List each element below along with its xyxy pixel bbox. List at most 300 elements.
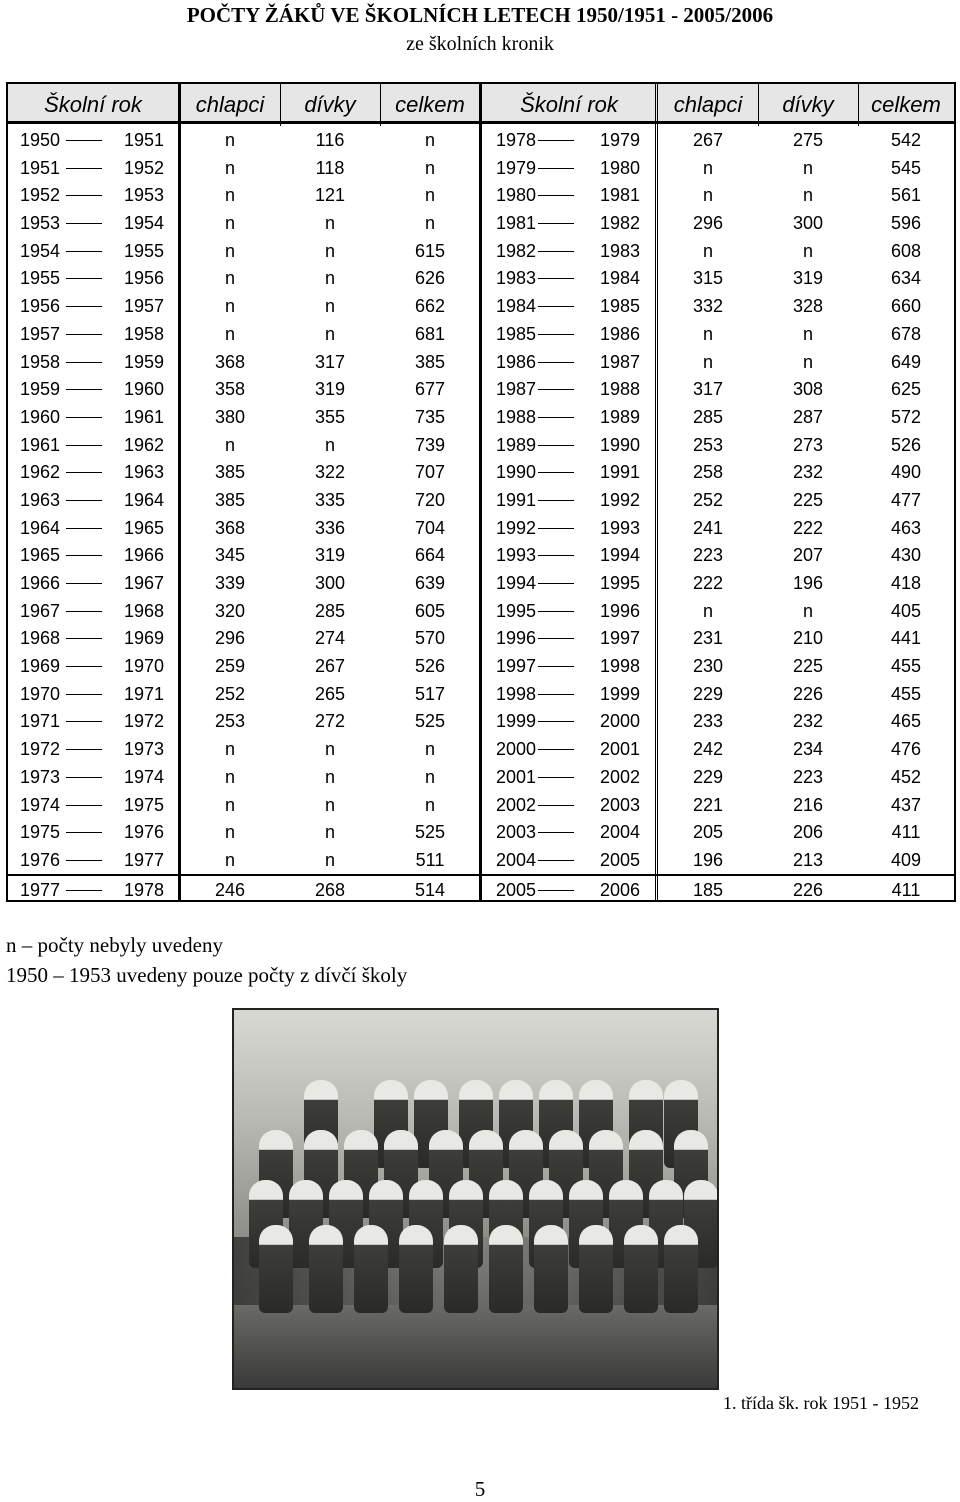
table-row: [8, 348, 954, 376]
cell-year-start-right: 1982: [496, 240, 537, 261]
year-dash-left: [66, 638, 102, 639]
cell-year-end-right: 2005: [599, 849, 640, 870]
table-row: [8, 181, 954, 209]
cell-total-right: 411: [891, 879, 921, 900]
cell-boys-left: 252: [214, 683, 246, 704]
cell-boys-left: 385: [214, 489, 246, 510]
cell-girls-right: 273: [792, 434, 824, 455]
cell-year-start-left: 1961: [20, 434, 61, 455]
cell-year-start-right: 1992: [496, 517, 537, 538]
cell-total-right: 452: [890, 766, 922, 787]
table-row: [8, 707, 954, 735]
cell-boys-right: n: [702, 240, 713, 261]
cell-year-end-right: 2000: [599, 711, 640, 732]
cell-year-start-right: 2004: [496, 849, 537, 870]
cell-year-start-right: 2002: [496, 794, 537, 815]
cell-year-end-left: 1953: [123, 185, 164, 206]
year-dash-right: [538, 195, 574, 196]
divider-girls-total-left: [380, 84, 381, 126]
year-dash-right: [538, 389, 574, 390]
cell-year-start-left: 1965: [20, 545, 61, 566]
year-dash-right: [538, 860, 574, 861]
cell-year-end-right: 2001: [599, 739, 640, 760]
cell-girls-right: 213: [792, 849, 824, 870]
table-row: [8, 209, 954, 237]
cell-year-end-right: 1991: [599, 462, 640, 483]
cell-year-end-right: 1997: [599, 628, 640, 649]
year-dash-left: [66, 583, 102, 584]
header-school-year-right: Školní rok: [520, 92, 618, 117]
year-dash-right: [538, 500, 574, 501]
divider-girls-total-right: [858, 84, 859, 126]
cell-year-start-right: 1981: [496, 213, 537, 234]
cell-girls-right: 223: [792, 766, 824, 787]
cell-total-left: 707: [414, 462, 446, 483]
cell-boys-left: 339: [214, 573, 246, 593]
cell-total-right: 526: [890, 434, 922, 455]
cell-year-start-left: 1958: [20, 351, 61, 372]
cell-year-end-right: 1989: [599, 406, 640, 427]
cell-year-end-right: 2004: [599, 822, 640, 843]
cell-year-end-right: 1984: [599, 268, 640, 289]
cell-year-start-left: 1966: [20, 573, 61, 593]
cell-total-left: n: [424, 213, 435, 234]
year-dash-left: [66, 334, 102, 335]
table-row: [8, 237, 954, 265]
cell-total-left: n: [424, 185, 435, 206]
cell-boys-right: n: [702, 185, 713, 206]
header-total-right: celkem: [871, 92, 941, 117]
cell-boys-left: n: [224, 130, 235, 150]
cell-boys-right: 233: [692, 711, 724, 732]
cell-year-end-left: 1968: [123, 600, 164, 621]
cell-boys-left: 368: [214, 517, 246, 538]
cell-girls-right: 207: [792, 545, 824, 566]
cell-year-start-right: 1993: [496, 545, 537, 566]
cell-year-end-left: 1973: [123, 739, 164, 760]
cell-girls-right: 234: [792, 739, 824, 760]
child-figure: [664, 1225, 698, 1313]
cell-year-start-left: 1953: [20, 213, 61, 234]
year-dash-left: [66, 362, 102, 363]
cell-total-left: 511: [415, 849, 445, 870]
cell-total-left: 735: [414, 406, 446, 427]
cell-year-start-right: 1987: [496, 379, 537, 400]
cell-year-end-right: 1979: [599, 130, 640, 150]
year-dash-right: [538, 472, 574, 473]
cell-girls-right: 225: [792, 656, 824, 677]
cell-year-start-left: 1973: [20, 766, 61, 787]
table-row: [8, 154, 954, 182]
cell-girls-right: n: [802, 240, 813, 261]
header-boys-left: chlapci: [195, 92, 265, 117]
cell-year-start-left: 1963: [20, 489, 61, 510]
child-figure: [354, 1225, 388, 1313]
page-subtitle: ze školních kronik: [406, 33, 554, 55]
cell-year-start-left: 1976: [20, 849, 61, 870]
cell-total-left: n: [424, 130, 435, 150]
cell-girls-right: 287: [792, 406, 824, 427]
cell-girls-left: n: [324, 296, 335, 317]
year-dash-right: [538, 223, 574, 224]
year-dash-left: [66, 223, 102, 224]
year-dash-right: [538, 445, 574, 446]
cell-girls-right: n: [802, 351, 813, 372]
cell-girls-right: n: [802, 185, 813, 206]
pupil-count-table: [6, 82, 956, 902]
class-photo: [232, 1008, 719, 1390]
cell-year-end-right: 1996: [599, 600, 640, 621]
cell-year-start-left: 1968: [20, 628, 61, 649]
cell-year-start-left: 1954: [20, 240, 61, 261]
cell-year-end-left: 1970: [123, 656, 164, 677]
cell-girls-left: 336: [314, 517, 346, 538]
cell-year-start-left: 1957: [20, 323, 61, 344]
cell-girls-left: 355: [314, 406, 346, 427]
cell-girls-right: 222: [792, 517, 824, 538]
cell-boys-right: 332: [692, 296, 724, 317]
photo-ground: [234, 1305, 717, 1388]
year-dash-left: [66, 278, 102, 279]
cell-girls-left: 267: [314, 656, 346, 677]
cell-boys-left: n: [224, 849, 235, 870]
year-dash-right: [538, 638, 574, 639]
cell-total-right: 490: [890, 462, 922, 483]
table-row: [8, 763, 954, 791]
cell-year-start-left: 1967: [20, 600, 61, 621]
cell-year-end-left: 1959: [123, 351, 164, 372]
cell-girls-left: 300: [314, 573, 346, 593]
cell-total-right: 678: [890, 323, 922, 344]
year-dash-right: [538, 611, 574, 612]
cell-boys-left: n: [224, 240, 235, 261]
cell-year-start-right: 2003: [496, 822, 537, 843]
header-total-left: celkem: [395, 92, 465, 117]
cell-total-right: 430: [890, 545, 922, 566]
cell-boys-left: 253: [214, 711, 246, 732]
year-dash-right: [538, 666, 574, 667]
divider-boys-girls-right: [758, 84, 759, 126]
year-dash-right: [538, 583, 574, 584]
year-dash-left: [66, 777, 102, 778]
table-row: [8, 320, 954, 348]
year-dash-left: [66, 306, 102, 307]
cell-girls-left: 285: [314, 600, 346, 621]
year-dash-right: [538, 140, 574, 141]
table-row: [8, 874, 954, 904]
cell-boys-left: 358: [214, 379, 246, 400]
cell-year-start-right: 1990: [496, 462, 537, 483]
cell-year-end-right: 1990: [599, 434, 640, 455]
cell-boys-right: 252: [692, 489, 724, 510]
year-dash-left: [66, 805, 102, 806]
cell-year-end-left: 1974: [123, 766, 164, 787]
cell-boys-left: n: [224, 296, 235, 317]
cell-year-end-right: 2003: [599, 794, 640, 815]
cell-boys-left: n: [224, 268, 235, 289]
year-dash-left: [66, 168, 102, 169]
cell-year-start-right: 1986: [496, 351, 537, 372]
table-row: [8, 403, 954, 431]
cell-year-end-left: 1976: [123, 822, 164, 843]
cell-year-end-right: 2006: [599, 879, 640, 900]
cell-total-left: 639: [414, 573, 446, 593]
table-row: [8, 375, 954, 403]
cell-total-right: 608: [890, 240, 922, 261]
year-dash-right: [538, 749, 574, 750]
year-dash-left: [66, 721, 102, 722]
cell-girls-right: 275: [792, 130, 824, 150]
cell-year-end-left: 1960: [123, 379, 164, 400]
cell-total-left: 525: [414, 822, 446, 843]
cell-boys-left: n: [224, 157, 235, 178]
cell-girls-left: n: [324, 766, 335, 787]
cell-year-start-right: 1998: [496, 683, 537, 704]
cell-year-end-left: 1952: [123, 157, 164, 178]
table-row: [8, 652, 954, 680]
child-figure: [534, 1225, 568, 1313]
cell-girls-left: n: [324, 213, 335, 234]
cell-year-end-left: 1962: [123, 434, 164, 455]
cell-boys-left: 246: [214, 879, 246, 900]
cell-year-start-left: 1969: [20, 656, 61, 677]
cell-boys-right: 253: [692, 434, 724, 455]
cell-year-end-left: 1957: [123, 296, 164, 317]
table-row: [8, 458, 954, 486]
cell-girls-left: 118: [315, 157, 345, 178]
cell-year-end-left: 1966: [123, 545, 164, 566]
cell-total-left: 662: [414, 296, 446, 317]
year-dash-left: [66, 611, 102, 612]
cell-year-end-left: 1951: [123, 130, 164, 150]
year-dash-left: [66, 528, 102, 529]
cell-girls-right: 232: [792, 462, 824, 483]
child-figure: [399, 1225, 433, 1313]
table-row: [8, 597, 954, 625]
cell-total-right: 418: [890, 573, 922, 593]
year-dash-right: [538, 832, 574, 833]
cell-girls-left: n: [324, 822, 335, 843]
cell-year-end-right: 1988: [599, 379, 640, 400]
table-row: [8, 292, 954, 320]
cell-year-end-left: 1975: [123, 794, 164, 815]
cell-boys-left: n: [224, 185, 235, 206]
cell-total-left: 385: [414, 351, 446, 372]
cell-girls-left: n: [324, 739, 335, 760]
cell-total-right: 463: [890, 517, 922, 538]
table-row: [8, 735, 954, 763]
cell-total-left: n: [424, 766, 435, 787]
table-row: [8, 486, 954, 514]
cell-year-end-left: 1955: [123, 240, 164, 261]
cell-total-left: 626: [414, 268, 446, 289]
year-dash-left: [66, 417, 102, 418]
year-dash-right: [538, 528, 574, 529]
cell-year-start-right: 1994: [496, 573, 537, 593]
note-missing-counts: n – počty nebyly uvedeny: [6, 933, 223, 957]
cell-year-end-right: 1998: [599, 656, 640, 677]
cell-total-left: 526: [414, 656, 446, 677]
cell-girls-left: 116: [315, 130, 345, 150]
cell-girls-left: n: [324, 849, 335, 870]
cell-total-left: 605: [414, 600, 446, 621]
cell-year-start-right: 1983: [496, 268, 537, 289]
cell-boys-right: 185: [692, 879, 724, 900]
table-row: [8, 791, 954, 819]
cell-boys-right: n: [702, 323, 713, 344]
year-dash-right: [538, 334, 574, 335]
cell-girls-left: 268: [314, 879, 346, 900]
cell-boys-right: 223: [692, 545, 724, 566]
year-dash-right: [538, 417, 574, 418]
cell-girls-left: n: [324, 794, 335, 815]
header-boys-right: chlapci: [673, 92, 743, 117]
cell-girls-right: 308: [792, 379, 824, 400]
table-row: [8, 680, 954, 708]
year-dash-left: [66, 195, 102, 196]
year-dash-left: [66, 140, 102, 141]
child-figure: [309, 1225, 343, 1313]
cell-year-end-left: 1971: [123, 683, 164, 704]
cell-boys-left: 380: [214, 406, 246, 427]
cell-year-end-right: 1987: [599, 351, 640, 372]
cell-year-end-right: 1993: [599, 517, 640, 538]
year-dash-left: [66, 389, 102, 390]
cell-total-right: 477: [890, 489, 922, 510]
cell-year-end-left: 1961: [123, 406, 164, 427]
year-dash-right: [538, 251, 574, 252]
cell-girls-right: 206: [792, 822, 824, 843]
cell-year-end-right: 1980: [599, 157, 640, 178]
cell-year-start-right: 1997: [496, 656, 537, 677]
table-row: [8, 846, 954, 874]
cell-total-left: n: [424, 157, 435, 178]
cell-boys-right: 205: [692, 822, 724, 843]
cell-total-right: 405: [890, 600, 922, 621]
cell-girls-left: 272: [314, 711, 346, 732]
cell-year-start-left: 1971: [20, 711, 61, 732]
cell-year-start-left: 1962: [20, 462, 61, 483]
year-dash-right: [538, 694, 574, 695]
cell-year-end-left: 1954: [123, 213, 164, 234]
cell-boys-right: 296: [692, 213, 724, 234]
cell-year-end-right: 1986: [599, 323, 640, 344]
cell-boys-right: 315: [692, 268, 724, 289]
cell-year-end-left: 1967: [123, 573, 164, 593]
cell-total-right: 625: [890, 379, 922, 400]
cell-total-right: 561: [890, 185, 922, 206]
cell-total-left: 664: [414, 545, 446, 566]
year-dash-left: [66, 694, 102, 695]
note-girls-school: 1950 – 1953 uvedeny pouze počty z dívčí školy: [6, 963, 408, 987]
table-row: [8, 624, 954, 652]
cell-total-left: 517: [414, 683, 446, 704]
cell-year-start-left: 1960: [20, 406, 61, 427]
year-dash-right: [538, 805, 574, 806]
cell-total-right: 455: [890, 683, 922, 704]
cell-year-end-right: 1994: [599, 545, 640, 566]
cell-girls-right: 210: [792, 628, 824, 649]
cell-year-end-right: 1982: [599, 213, 640, 234]
cell-girls-right: 216: [792, 794, 824, 815]
table-row: [8, 541, 954, 569]
table-row: [8, 431, 954, 459]
year-dash-left: [66, 555, 102, 556]
year-dash-left: [66, 500, 102, 501]
cell-total-left: 525: [414, 711, 446, 732]
page-number: 5: [474, 1477, 486, 1501]
cell-boys-left: n: [224, 739, 235, 760]
cell-boys-right: n: [702, 157, 713, 178]
year-dash-right: [538, 306, 574, 307]
cell-year-end-left: 1958: [123, 323, 164, 344]
cell-total-left: n: [424, 794, 435, 815]
header-school-year-left: Školní rok: [44, 92, 142, 117]
cell-year-start-left: 1977: [20, 879, 61, 900]
cell-girls-left: n: [324, 268, 335, 289]
cell-total-left: n: [424, 739, 435, 760]
cell-year-start-right: 1999: [496, 711, 537, 732]
year-dash-left: [66, 860, 102, 861]
header-girls-left: dívky: [304, 92, 356, 117]
cell-girls-right: 196: [792, 573, 824, 593]
cell-year-start-right: 1991: [496, 489, 537, 510]
cell-total-right: 545: [890, 157, 922, 178]
cell-girls-right: 226: [792, 879, 824, 900]
cell-year-end-left: 1964: [123, 489, 164, 510]
cell-year-start-right: 1980: [496, 185, 537, 206]
cell-total-right: 596: [890, 213, 922, 234]
child-figure: [624, 1225, 658, 1313]
cell-year-start-left: 1974: [20, 794, 61, 815]
cell-girls-left: 274: [314, 628, 346, 649]
cell-boys-right: 221: [692, 794, 724, 815]
cell-year-start-left: 1955: [20, 268, 61, 289]
cell-year-start-right: 1996: [496, 628, 537, 649]
cell-boys-right: 196: [692, 849, 724, 870]
cell-boys-left: 385: [214, 462, 246, 483]
cell-total-right: 542: [890, 130, 922, 150]
year-dash-left: [66, 251, 102, 252]
cell-year-start-right: 1979: [496, 157, 537, 178]
child-figure: [579, 1225, 613, 1313]
cell-girls-right: 300: [792, 213, 824, 234]
cell-year-start-left: 1959: [20, 379, 61, 400]
cell-boys-right: 229: [692, 766, 724, 787]
cell-year-end-right: 1985: [599, 296, 640, 317]
photo-caption: 1. třída šk. rok 1951 - 1952: [723, 1393, 919, 1413]
cell-boys-right: 242: [692, 739, 724, 760]
cell-girls-right: n: [802, 600, 813, 621]
cell-year-start-left: 1970: [20, 683, 61, 704]
child-figure: [489, 1225, 523, 1313]
cell-total-right: 465: [890, 711, 922, 732]
cell-year-start-right: 1984: [496, 296, 537, 317]
divider-boys-girls-left: [280, 84, 281, 126]
cell-girls-right: 225: [792, 489, 824, 510]
cell-girls-right: 232: [792, 711, 824, 732]
year-dash-right: [538, 278, 574, 279]
cell-girls-left: n: [324, 323, 335, 344]
cell-girls-left: 335: [314, 489, 346, 510]
cell-total-left: 514: [414, 879, 446, 900]
cell-year-end-left: 1969: [123, 628, 164, 649]
cell-total-right: 411: [891, 822, 921, 843]
year-dash-left: [66, 890, 102, 891]
cell-year-end-right: 1992: [599, 489, 640, 510]
cell-year-start-right: 1988: [496, 406, 537, 427]
cell-boys-right: n: [702, 600, 713, 621]
